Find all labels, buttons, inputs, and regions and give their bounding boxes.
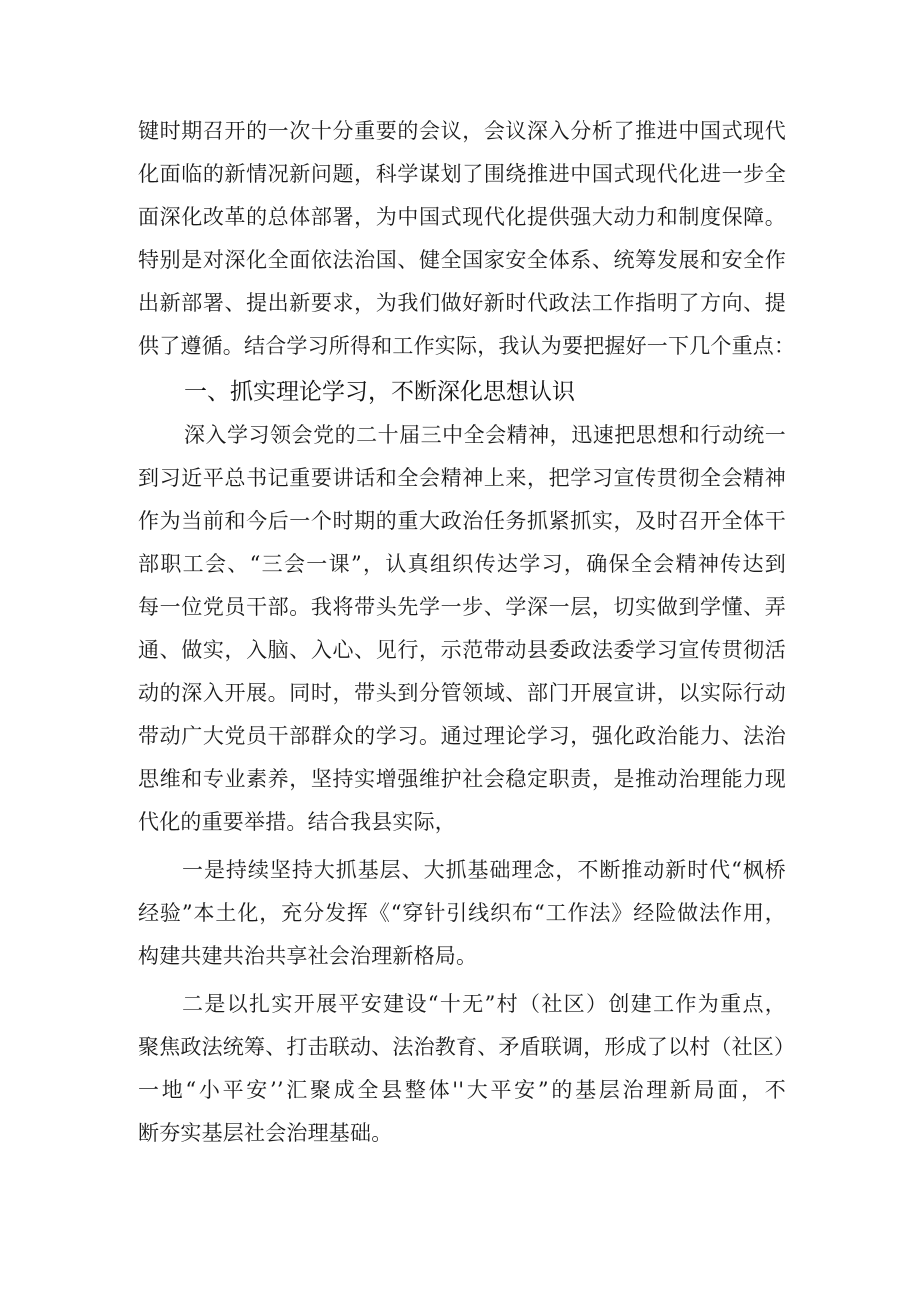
point-one-line: 经验”本土化，充分发挥《“穿针引线织布“工作法》经险做法作用，	[138, 901, 786, 925]
point-two-line: 聚焦政法统筹、打击联动、法治教育、矛盾联调，形成了以村（社区）	[138, 1035, 796, 1059]
section-line: 动的深入开展。同时，带头到分管领域、部门开展宣讲，以实际行动	[138, 681, 786, 705]
intro-line: 特别是对深化全面依法治国、健全国家安全体系、统筹发展和安全作	[138, 248, 786, 272]
section-line: 部职工会、“三会一课”，认真组织传达学习，确保全会精神传达到	[138, 552, 786, 576]
section-line: 作为当前和今后一个时期的重大政治任务抓紧抓实，及时召开全体干	[138, 509, 786, 533]
point-two-line: 二是以扎实开展平安建设“十无”村（社区）创建工作为重点，	[182, 992, 786, 1016]
point-two-line: 一地“小平安’’汇聚成全县整体''大平安”的基层治理新局面，不	[138, 1078, 786, 1102]
intro-line: 键时期召开的一次十分重要的会议，会议深入分析了推进中国式现代	[138, 119, 786, 143]
point-one-line: 构建共建共治共享社会治理新格局。	[138, 944, 478, 968]
section-line: 每一位党员干部。我将带头先学一步、学深一层，切实做到学懂、弄	[138, 595, 786, 619]
point-one-line: 一是持续坚持大抓基层、大抓基础理念，不断推动新时代“枫桥	[182, 858, 786, 882]
section-heading: 一、抓实理论学习，不断深化思想认识	[184, 379, 575, 405]
section-line: 代化的重要举措。结合我县实际，	[138, 810, 456, 834]
intro-line: 化面临的新情况新问题，科学谋划了围绕推进中国式现代化进一步全	[138, 162, 786, 186]
section-line: 思维和专业素养，坚持实增强维护社会稳定职责，是推动治理能力现	[138, 767, 786, 791]
section-line: 通、做实，入脑、入心、见行，示范带动县委政法委学习宣传贯彻活	[138, 638, 786, 662]
intro-line: 面深化改革的总体部署，为中国式现代化提供强大动力和制度保障。	[138, 205, 786, 229]
section-line: 带动广大党员干部群众的学习。通过理论学习，强化政治能力、法治	[138, 724, 786, 748]
section-line: 到习近平总书记重要讲话和全会精神上来，把学习宣传贯彻全会精神	[138, 466, 786, 490]
intro-line: 供了遵循。结合学习所得和工作实际，我认为要把握好一下几个重点：	[138, 334, 796, 358]
section-line: 深入学习领会党的二十届三中全会精神，迅速把思想和行动统一	[184, 423, 786, 447]
point-two-line: 断夯实基层社会治理基础。	[138, 1121, 393, 1145]
intro-line: 出新部署、提出新要求，为我们做好新时代政法工作指明了方向、提	[138, 291, 786, 315]
